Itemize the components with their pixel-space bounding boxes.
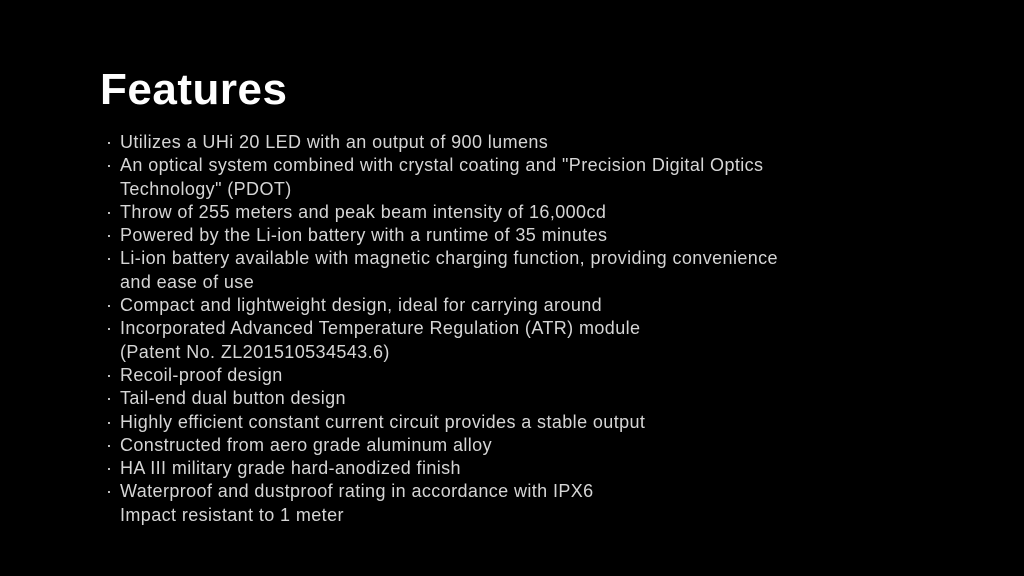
feature-item	[101, 317, 931, 364]
feature-item	[101, 247, 931, 294]
feature-item	[101, 457, 931, 480]
feature-line: Technology" (PDOT)	[120, 178, 292, 199]
bullet-dot-icon: ·	[106, 155, 113, 176]
feature-line: Utilizes a UHi 20 LED with an output of 900 lumens	[120, 132, 549, 152]
feature-line: Waterproof and dustproof rating in accordance with IPX6	[120, 481, 594, 502]
bullet-dot-icon: ·	[106, 388, 113, 409]
feature-item	[101, 480, 931, 527]
feature-item	[101, 154, 931, 201]
features-list	[101, 131, 931, 527]
bullet-dot-icon: ·	[106, 201, 113, 222]
feature-line: Tail-end dual button design	[120, 388, 346, 409]
feature-item	[101, 364, 931, 387]
feature-line: (Patent No. ZL201510534543.6)	[120, 341, 390, 362]
feature-line: Throw of 255 meters and peak beam intensity of 16,000cd	[120, 201, 607, 222]
bullet-dot-icon: ·	[106, 248, 113, 269]
bullet-dot-icon: ·	[106, 481, 113, 502]
feature-line: Impact resistant to 1 meter	[120, 504, 344, 525]
feature-item	[101, 201, 931, 224]
feature-line: Recoil-proof design	[120, 364, 283, 385]
feature-line: Incorporated Advanced Temperature Regulation (ATR) module	[120, 318, 641, 339]
bullet-dot-icon: ·	[106, 364, 113, 385]
feature-item	[101, 224, 931, 247]
feature-item	[101, 434, 931, 457]
bullet-dot-icon: ·	[106, 318, 113, 339]
page-title: Features	[100, 65, 288, 114]
bullet-dot-icon: ·	[106, 458, 113, 479]
feature-line: and ease of use	[120, 271, 255, 292]
bullet-dot-icon: ·	[106, 411, 113, 432]
feature-line: Highly efficient constant current circuit provides a stable output	[120, 411, 646, 432]
feature-line: Compact and lightweight design, ideal for carrying around	[120, 295, 603, 316]
bullet-dot-icon: ·	[106, 132, 113, 152]
feature-line: HA III military grade hard-anodized finish	[120, 458, 461, 479]
bullet-dot-icon: ·	[106, 434, 113, 455]
feature-item	[101, 387, 931, 410]
feature-line: Li-ion battery available with magnetic charging function, providing convenience	[120, 248, 778, 269]
feature-line: Constructed from aero grade aluminum alloy	[120, 434, 492, 455]
feature-line: Powered by the Li-ion battery with a runtime of 35 minutes	[120, 225, 608, 246]
feature-line: An optical system combined with crystal coating and "Precision Digital Optics	[120, 155, 764, 176]
bullet-dot-icon: ·	[106, 225, 113, 246]
feature-item	[101, 294, 931, 317]
bullet-dot-icon: ·	[106, 295, 113, 316]
feature-item	[101, 131, 931, 154]
feature-item	[101, 411, 931, 434]
